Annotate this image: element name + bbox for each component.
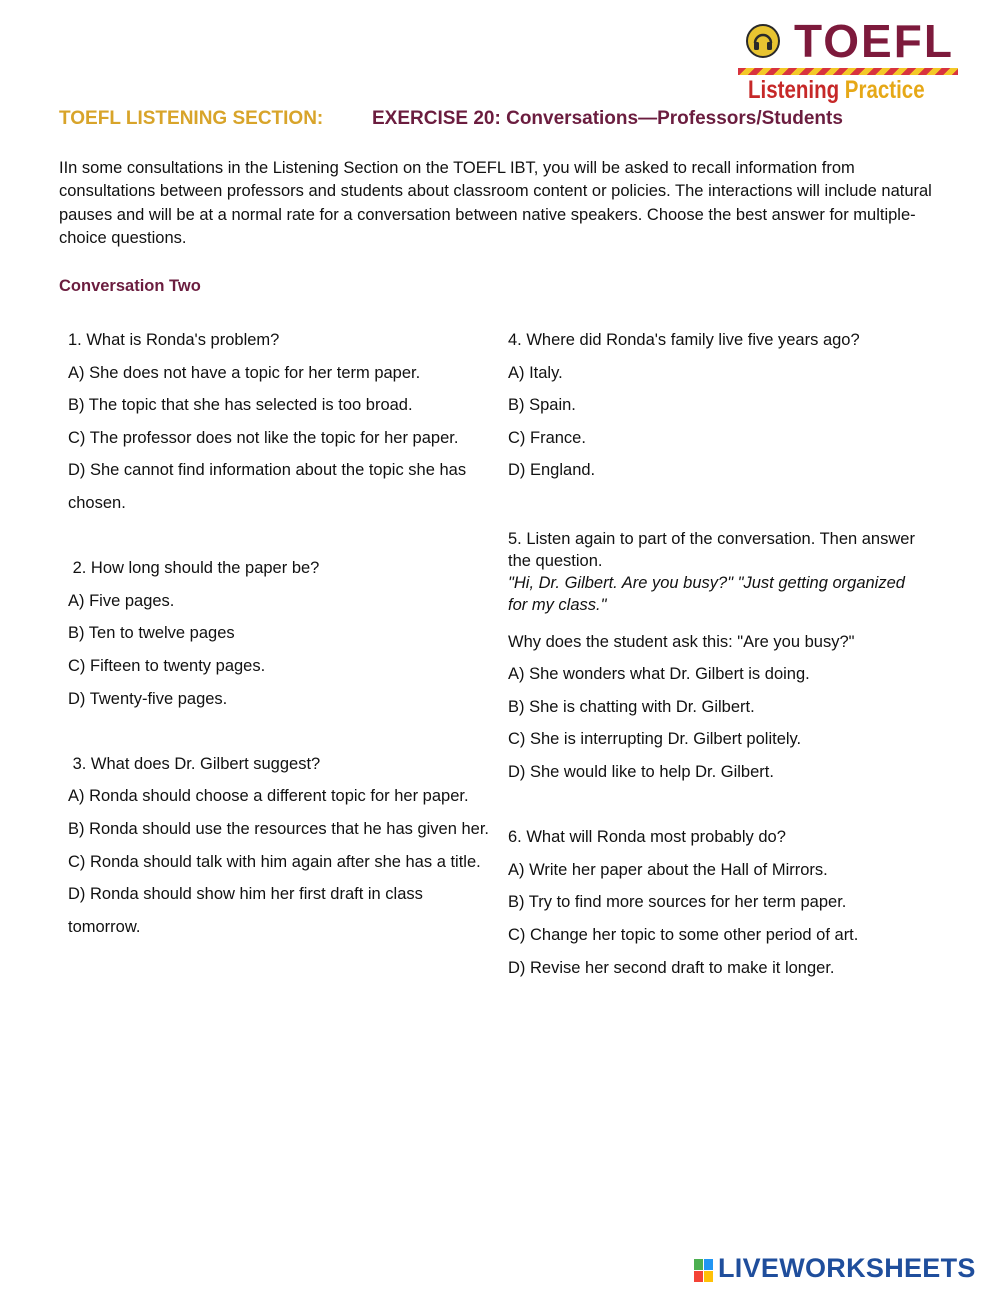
question-stem: 2. How long should the paper be? [68, 559, 320, 578]
question-4 [508, 324, 928, 487]
answer-option[interactable]: A) Five pages. [68, 591, 175, 610]
answer-option[interactable]: D) She would like to help Dr. Gilbert. [508, 762, 774, 781]
section-label: TOEFL LISTENING SECTION: [59, 108, 324, 129]
liveworksheets-wordmark: LIVEWORKSHEETS [718, 1253, 976, 1283]
answer-option[interactable]: D) England. [508, 461, 596, 480]
question-stem: 4. Where did Ronda's family live five years ago? [508, 331, 860, 349]
questions-left-column [68, 324, 493, 943]
answer-option[interactable]: C) Ronda should talk with him again after she has a title. [68, 852, 481, 871]
conversation-quote: "Hi, Dr. Gilbert. Are you busy?" "Just getting organized for my class." [508, 573, 905, 614]
questions-right-column [508, 324, 928, 984]
question-1 [68, 324, 493, 520]
answer-option[interactable]: C) Fifteen to twenty pages. [68, 656, 266, 675]
logo-subtitle-listening: Listening [748, 76, 840, 104]
exercise-title: EXERCISE 20: Conversations—Professors/Students [372, 108, 843, 129]
answer-option[interactable]: A) Italy. [508, 363, 563, 382]
answer-option[interactable]: B) The topic that she has selected is too broad. [68, 396, 413, 415]
answer-option[interactable]: C) France. [508, 428, 586, 447]
question-stem: 1. What is Ronda's problem? [68, 331, 280, 349]
logo-title: TOEFL [794, 15, 954, 67]
answer-option[interactable]: A) Ronda should choose a different topic for her paper. [68, 787, 469, 806]
question-5 [508, 520, 928, 789]
answer-option[interactable]: B) Spain. [508, 396, 576, 415]
answer-option[interactable]: B) Ronda should use the resources that he has given her. [68, 819, 490, 838]
answer-option[interactable]: B) She is chatting with Dr. Gilbert. [508, 697, 755, 716]
answer-option[interactable]: D) Ronda should show him her first draft in class tomorrow. [68, 885, 423, 936]
conversation-heading: Conversation Two [59, 277, 201, 295]
liveworksheets-logo-icon [694, 1259, 714, 1283]
question-2 [68, 552, 493, 715]
answer-option[interactable]: B) Try to find more sources for her term paper. [508, 893, 847, 912]
headphones-icon [746, 24, 780, 58]
answer-option[interactable]: A) She wonders what Dr. Gilbert is doing. [508, 665, 810, 684]
liveworksheets-brand[interactable] [694, 1253, 990, 1287]
answer-option[interactable]: D) Twenty-five pages. [68, 689, 228, 708]
question-stem: 6. What will Ronda most probably do? [508, 828, 786, 847]
question-6 [508, 821, 928, 984]
answer-option[interactable]: C) Change her topic to some other period of art. [508, 925, 859, 944]
answer-option[interactable]: C) The professor does not like the topic for her paper. [68, 428, 459, 447]
answer-option[interactable]: B) Ten to twelve pages [68, 624, 235, 643]
logo-subtitle-practice: Practice [844, 76, 925, 104]
toefl-logo [738, 15, 960, 106]
answer-option[interactable]: D) She cannot find information about the topic she has chosen. [68, 461, 467, 512]
question-sub-stem: Why does the student ask this: "Are you busy?" [508, 632, 855, 651]
question-3 [68, 748, 493, 944]
intro-paragraph: IIn some consultations in the Listening Section on the TOEFL IBT, you will be asked to recall information from consultations between professors and students about classroom content or policies. The interactions will include natural pauses and will be at a normal rate for a conversation between native speakers. Choose the best answer for multiple-choice questions. [59, 159, 932, 247]
answer-option[interactable]: D) Revise her second draft to make it longer. [508, 958, 835, 977]
question-stem: 3. What does Dr. Gilbert suggest? [68, 754, 321, 773]
question-stem: 5. Listen again to part of the conversation. Then answer the question. [508, 529, 915, 570]
answer-option[interactable]: C) She is interrupting Dr. Gilbert politely. [508, 730, 802, 749]
logo-stripe [738, 68, 958, 75]
answer-option[interactable]: A) She does not have a topic for her term paper. [68, 363, 421, 382]
answer-option[interactable]: A) Write her paper about the Hall of Mirrors. [508, 860, 828, 879]
logo-subtitle [748, 76, 925, 104]
